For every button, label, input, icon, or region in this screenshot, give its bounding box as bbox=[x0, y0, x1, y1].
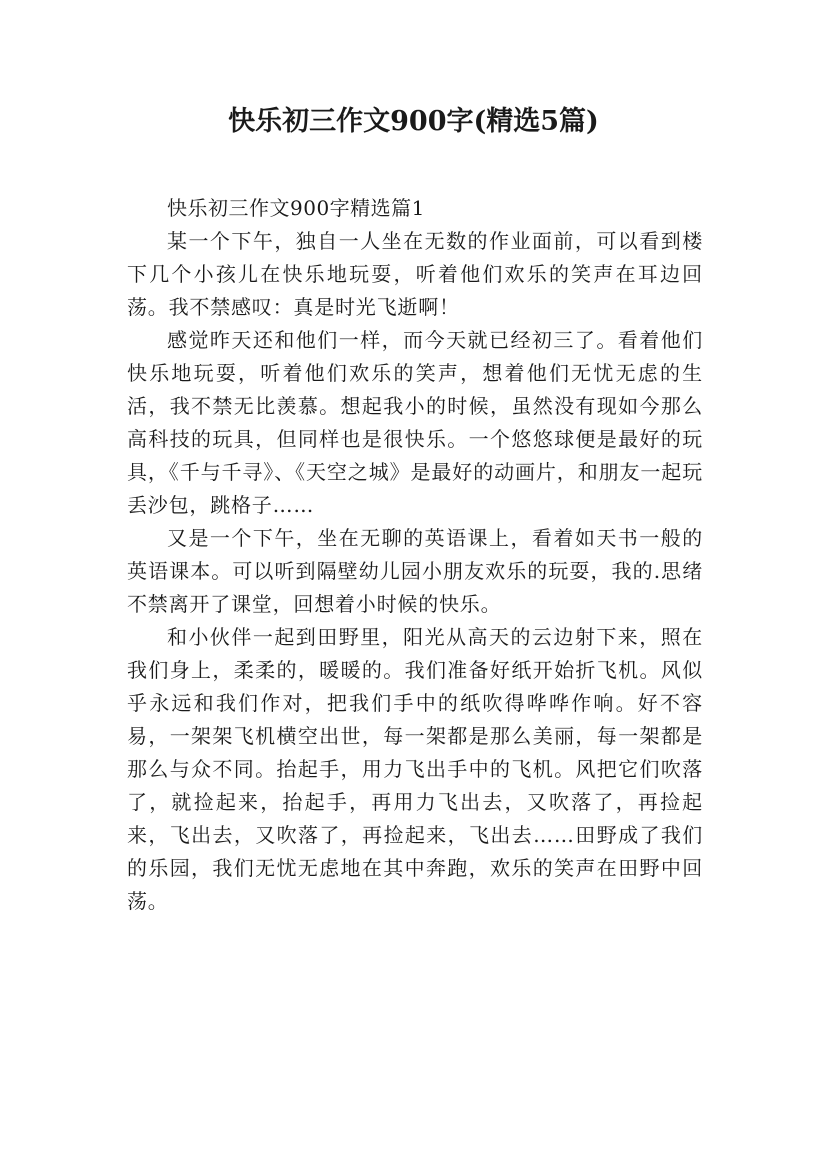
paragraph-3: 又是一个下午，坐在无聊的英语课上，看着如天书一般的英语课本。可以听到隔壁幼儿园小朋友欢乐的玩耍，我的.思绪不禁离开了课堂，回想着小时候的快乐。 bbox=[127, 526, 703, 616]
paragraph-2: 感觉昨天还和他们一样，而今天就已经初三了。看着他们快乐地玩耍，听着他们欢乐的笑声，想着他们无忧无虑的生活，我不禁无比羡慕。想起我小的时候，虽然没有现如今那么高科技的玩具，但同样也是很快乐。一个悠悠球便是最好的玩具，《千与千寻》、《天空之城》是最好的动画片，和朋友一起玩丢沙包，跳格子…… bbox=[127, 328, 703, 517]
section-heading: 快乐初三作文900字精选篇1 bbox=[167, 196, 425, 220]
document-body bbox=[127, 192, 703, 918]
paragraph-4: 和小伙伴一起到田野里，阳光从高天的云边射下来，照在我们身上，柔柔的，暖暖的。我们准备好纸开始折飞机。风似乎永远和我们作对，把我们手中的纸吹得哗哗作响。好不容易，一架架飞机横空出世，每一架都是那么美丽，每一架都是那么与众不同。抬起手，用力飞出手中的飞机。风把它们吹落了，就捡起来，抬起手，再用力飞出去，又吹落了，再捡起来，飞出去，又吹落了，再捡起来，飞出去……田野成了我们的乐园，我们无忧无虑地在其中奔跑，欢乐的笑声在田野中回荡。 bbox=[127, 625, 703, 913]
paragraph-1: 某一个下午，独自一人坐在无数的作业面前，可以看到楼下几个小孩儿在快乐地玩耍，听着他们欢乐的笑声在耳边回荡。我不禁感叹：真是时光飞逝啊！ bbox=[127, 229, 703, 319]
document-title: 快乐初三作文900字(精选5篇) bbox=[228, 106, 599, 137]
